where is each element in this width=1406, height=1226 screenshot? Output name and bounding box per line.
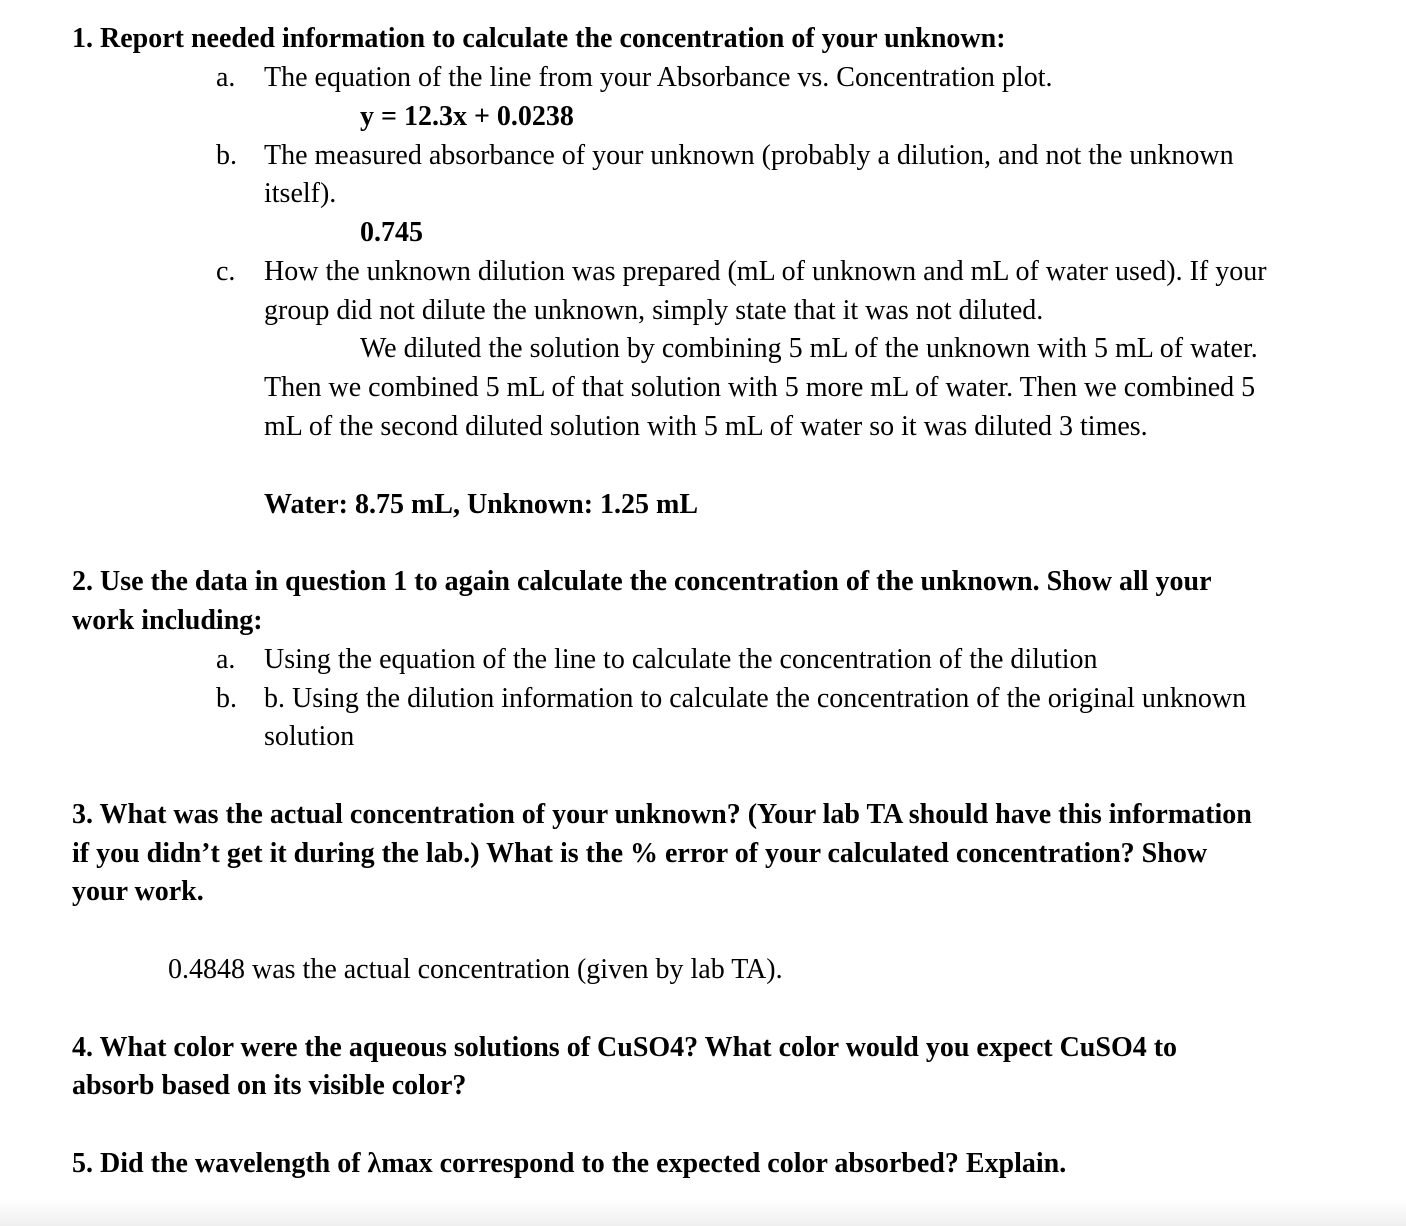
q1-a-text: The equation of the line from your Absorbance vs. Concentration plot. <box>264 62 1053 93</box>
q2-a-marker: a. <box>216 644 236 675</box>
q3-heading-line1: 3. What was the actual concentration of your unknown? (Your lab TA should have this information <box>72 799 1252 830</box>
q1-b-marker: b. <box>216 140 237 171</box>
q1-b-text-line1: The measured absorbance of your unknown (probably a dilution, and not the unknown <box>264 140 1234 171</box>
q2-b-marker: b. <box>216 683 237 714</box>
q2-a-text: Using the equation of the line to calculate the concentration of the dilution <box>264 644 1098 675</box>
q1-a-answer: y = 12.3x + 0.0238 <box>360 101 574 132</box>
q3-answer: 0.4848 was the actual concentration (given by lab TA). <box>168 954 783 985</box>
q3-heading-line2: if you didn’t get it during the lab.) What is the % error of your calculated concentration? Show <box>72 838 1208 869</box>
page-bottom-edge <box>0 1200 1406 1226</box>
q1-c-text-line1: How the unknown dilution was prepared (mL of unknown and mL of water used). If your <box>264 256 1267 287</box>
q2-heading-line2: work including: <box>72 605 263 636</box>
q1-c-marker: c. <box>216 256 236 287</box>
q1-c-answer-line1: We diluted the solution by combining 5 mL of the unknown with 5 mL of water. <box>360 333 1258 364</box>
q1-c-answer-line2: Then we combined 5 mL of that solution with 5 more mL of water. Then we combined 5 <box>264 372 1256 403</box>
q3-heading-line3: your work. <box>72 876 204 907</box>
q1-a-marker: a. <box>216 62 236 93</box>
q1-heading: 1. Report needed information to calculate the concentration of your unknown: <box>72 23 1006 54</box>
q5-heading: 5. Did the wavelength of λmax correspond to the expected color absorbed? Explain. <box>72 1148 1067 1179</box>
q4-heading-line1: 4. What color were the aqueous solutions of CuSO4? What color would you expect CuSO4 to <box>72 1032 1178 1063</box>
q2-b-text-line1: b. Using the dilution information to calculate the concentration of the original unknown <box>264 683 1247 714</box>
q1-c-answer-summary: Water: 8.75 mL, Unknown: 1.25 mL <box>264 489 699 520</box>
q1-b-text-line2: itself). <box>264 178 337 209</box>
q2-b-text-line2: solution <box>264 721 355 752</box>
q1-b-answer: 0.745 <box>360 217 423 248</box>
q1-c-text-line2: group did not dilute the unknown, simply state that it was not diluted. <box>264 295 1044 326</box>
q2-heading-line1: 2. Use the data in question 1 to again calculate the concentration of the unknown. Show all your <box>72 566 1212 597</box>
q4-heading-line2: absorb based on its visible color? <box>72 1070 467 1101</box>
q1-c-answer-line3: mL of the second diluted solution with 5 mL of water so it was diluted 3 times. <box>264 411 1148 442</box>
